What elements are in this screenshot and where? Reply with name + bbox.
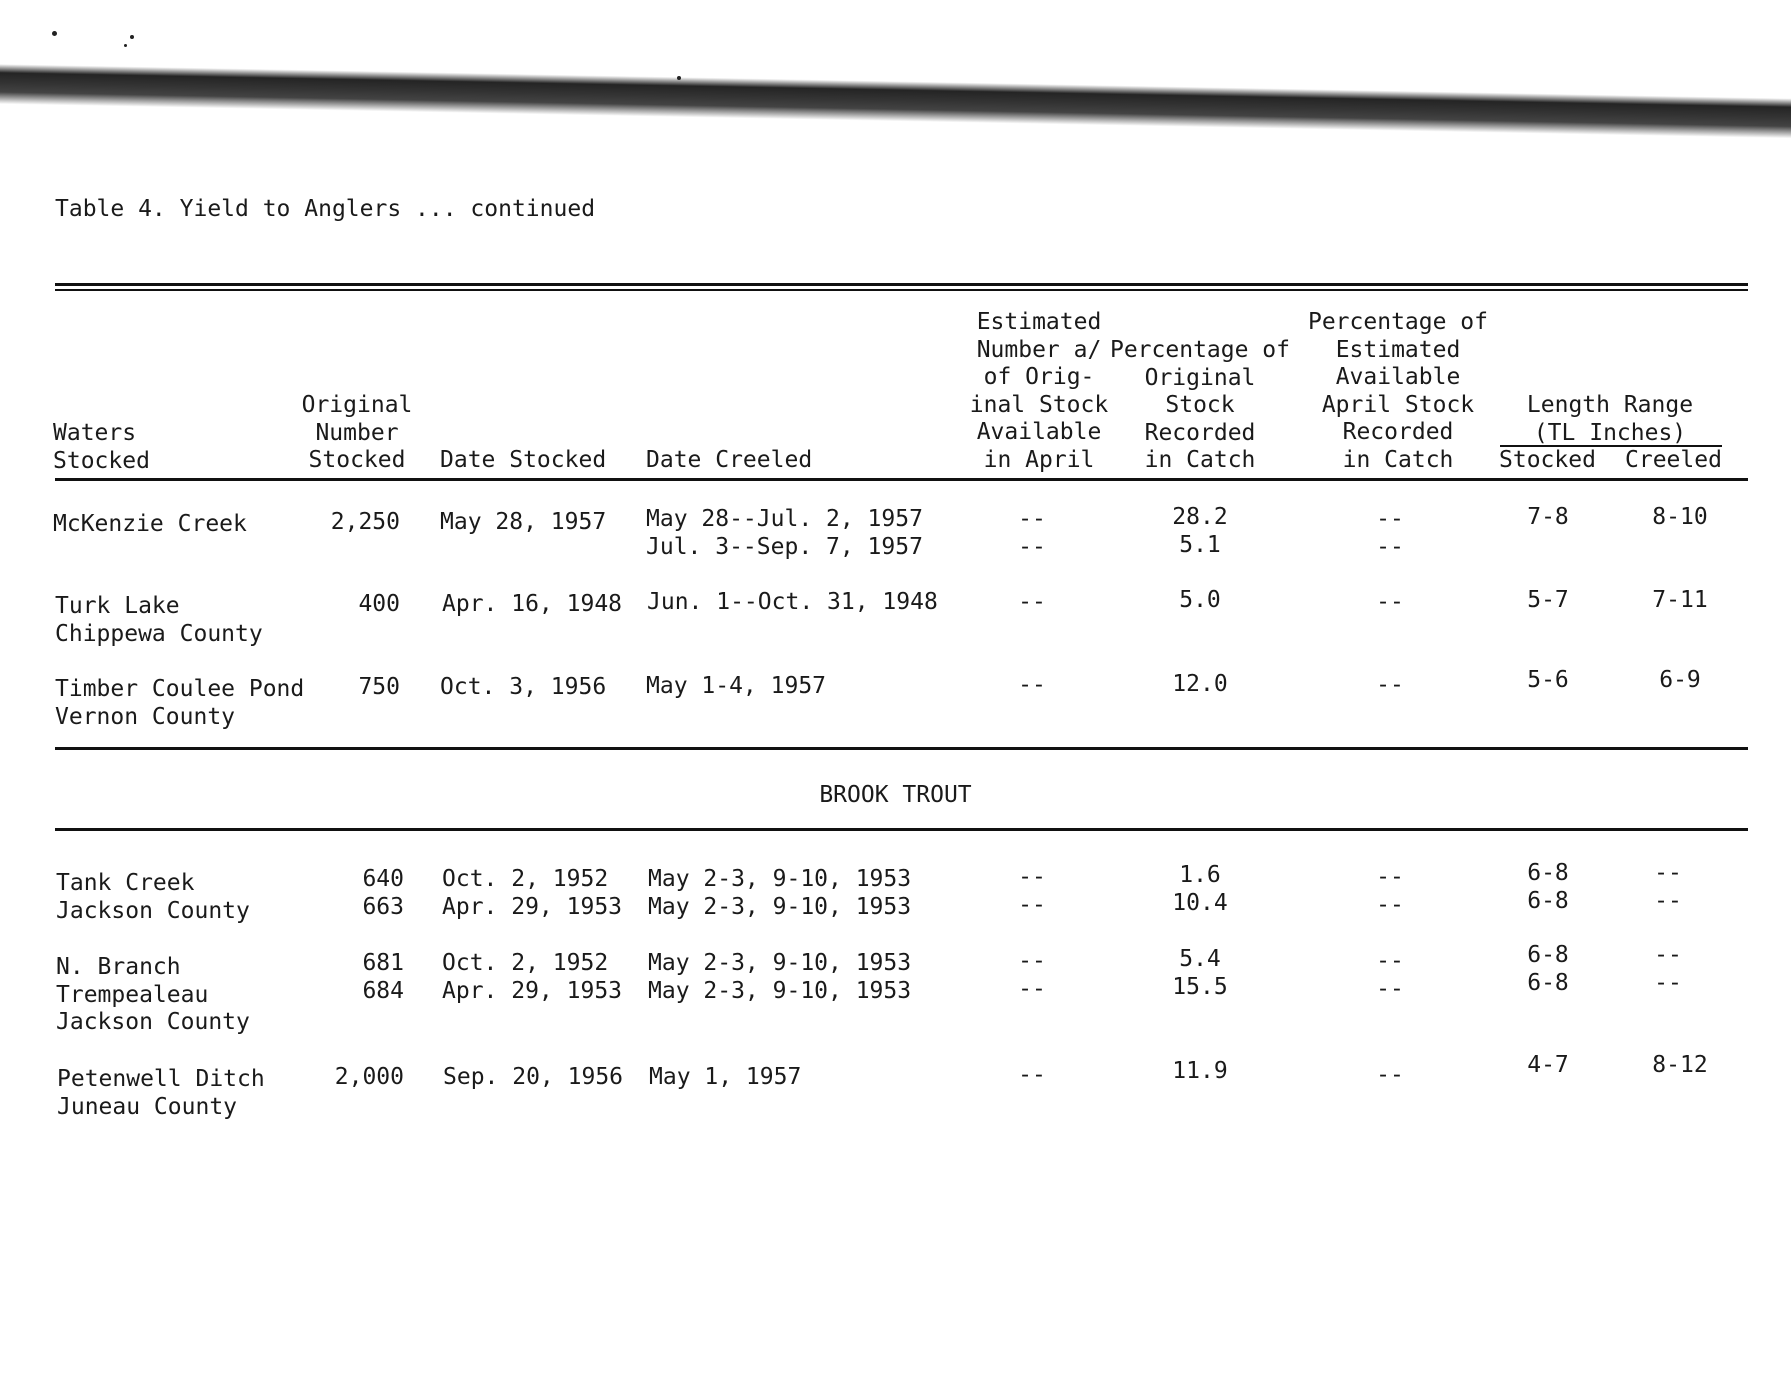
cell-date-creeled: May 28--Jul. 2, 1957 Jul. 3--Sep. 7, 1957 xyxy=(646,506,923,560)
header-pct-estimated: Percentage of Estimated Available April Stock Recorded in Catch xyxy=(1307,309,1488,473)
cell-pct-est: -- -- xyxy=(1376,948,1404,1002)
scan-speck xyxy=(124,44,127,47)
cell-waters: McKenzie Creek xyxy=(53,511,247,537)
header-estimated-number: Estimated Number a/ of Orig- inal Stock Available in April xyxy=(969,309,1109,473)
cell-len-stocked: 5-7 xyxy=(1527,587,1569,613)
cell-waters: Petenwell Ditch Juneau County xyxy=(57,1066,265,1120)
cell-number: 640 663 xyxy=(362,866,404,920)
section-title-brook-trout: BROOK TROUT xyxy=(819,782,972,808)
cell-waters: Tank Creek Jackson County xyxy=(56,870,250,924)
cell-date-creeled: May 2-3, 9-10, 1953 May 2-3, 9-10, 1953 xyxy=(648,950,912,1004)
header-length-creeled: Creeled xyxy=(1625,447,1722,473)
header-date-stocked: Date Stocked xyxy=(440,447,607,473)
scan-speck xyxy=(130,35,134,39)
cell-pct-orig: 5.4 15.5 xyxy=(1172,946,1228,1000)
cell-pct-est: -- -- xyxy=(1376,864,1404,918)
header-waters-stocked: Waters Stocked xyxy=(53,420,150,474)
section-rule-bottom xyxy=(55,828,1748,831)
cell-date-creeled: May 1-4, 1957 xyxy=(646,673,827,699)
cell-len-stocked: 4-7 xyxy=(1527,1052,1569,1078)
cell-len-creeled: 8-12 xyxy=(1652,1052,1708,1078)
header-length-stocked: Stocked xyxy=(1499,447,1596,473)
cell-date-stocked: Oct. 3, 1956 xyxy=(440,674,607,700)
cell-est: -- -- xyxy=(1018,506,1046,560)
scan-shadow-bar xyxy=(0,64,1791,138)
scan-speck xyxy=(52,31,57,36)
cell-date-stocked: Oct. 2, 1952 Apr. 29, 1953 xyxy=(442,950,623,1004)
cell-date-creeled: May 2-3, 9-10, 1953 May 2-3, 9-10, 1953 xyxy=(648,866,912,920)
header-pct-original: Percentage of Original Stock Recorded in Catch xyxy=(1109,337,1290,473)
cell-pct-est: -- -- xyxy=(1376,506,1404,560)
header-length-range: Length Range (TL Inches) xyxy=(1526,392,1694,446)
cell-date-stocked: Sep. 20, 1956 xyxy=(443,1064,624,1090)
cell-date-stocked: Apr. 16, 1948 xyxy=(442,591,623,617)
cell-number: 750 xyxy=(358,674,400,700)
cell-date-stocked: Oct. 2, 1952 Apr. 29, 1953 xyxy=(442,866,623,920)
cell-est: -- -- xyxy=(1018,864,1046,918)
table-caption: Table 4. Yield to Anglers ... continued xyxy=(55,196,596,222)
cell-waters: Timber Coulee Pond Vernon County xyxy=(55,676,305,730)
cell-number: 400 xyxy=(358,591,400,617)
cell-est: -- xyxy=(1018,672,1046,698)
cell-est: -- xyxy=(1018,1062,1046,1088)
cell-waters: N. Branch Trempealeau Jackson County xyxy=(56,954,250,1035)
cell-est: -- -- xyxy=(1018,948,1046,1002)
header-bottom-rule xyxy=(55,478,1748,481)
cell-pct-est: -- xyxy=(1376,1062,1404,1088)
cell-number: 681 684 xyxy=(362,950,404,1004)
cell-pct-est: -- xyxy=(1376,589,1404,615)
cell-len-creeled: -- -- xyxy=(1654,942,1682,996)
cell-len-stocked: 5-6 xyxy=(1527,667,1569,693)
cell-len-creeled: -- -- xyxy=(1654,860,1682,914)
cell-pct-orig: 28.2 5.1 xyxy=(1172,504,1228,558)
section-rule-top xyxy=(55,747,1748,750)
cell-pct-orig: 1.6 10.4 xyxy=(1172,862,1228,916)
cell-len-stocked: 6-8 6-8 xyxy=(1527,860,1569,914)
cell-date-creeled: Jun. 1--Oct. 31, 1948 xyxy=(647,589,938,615)
cell-pct-est: -- xyxy=(1376,672,1404,698)
top-double-rule-2 xyxy=(55,289,1748,291)
cell-len-stocked: 6-8 6-8 xyxy=(1527,942,1569,996)
header-original-number: Original Number Stocked xyxy=(301,392,413,473)
cell-len-creeled: 6-9 xyxy=(1659,667,1701,693)
cell-date-creeled: May 1, 1957 xyxy=(649,1064,802,1090)
cell-len-creeled: 7-11 xyxy=(1652,587,1708,613)
cell-waters: Turk Lake Chippewa County xyxy=(55,593,263,647)
cell-pct-orig: 5.0 xyxy=(1179,587,1221,613)
cell-pct-orig: 11.9 xyxy=(1172,1058,1228,1084)
cell-len-creeled: 8-10 xyxy=(1652,504,1708,530)
cell-est: -- xyxy=(1018,589,1046,615)
cell-number: 2,000 xyxy=(334,1064,404,1090)
header-date-creeled: Date Creeled xyxy=(646,447,813,473)
cell-date-stocked: May 28, 1957 xyxy=(440,509,607,535)
cell-number: 2,250 xyxy=(330,509,400,535)
scan-speck xyxy=(677,76,681,80)
cell-pct-orig: 12.0 xyxy=(1172,671,1228,697)
cell-len-stocked: 7-8 xyxy=(1527,504,1569,530)
top-double-rule-1 xyxy=(55,283,1748,286)
